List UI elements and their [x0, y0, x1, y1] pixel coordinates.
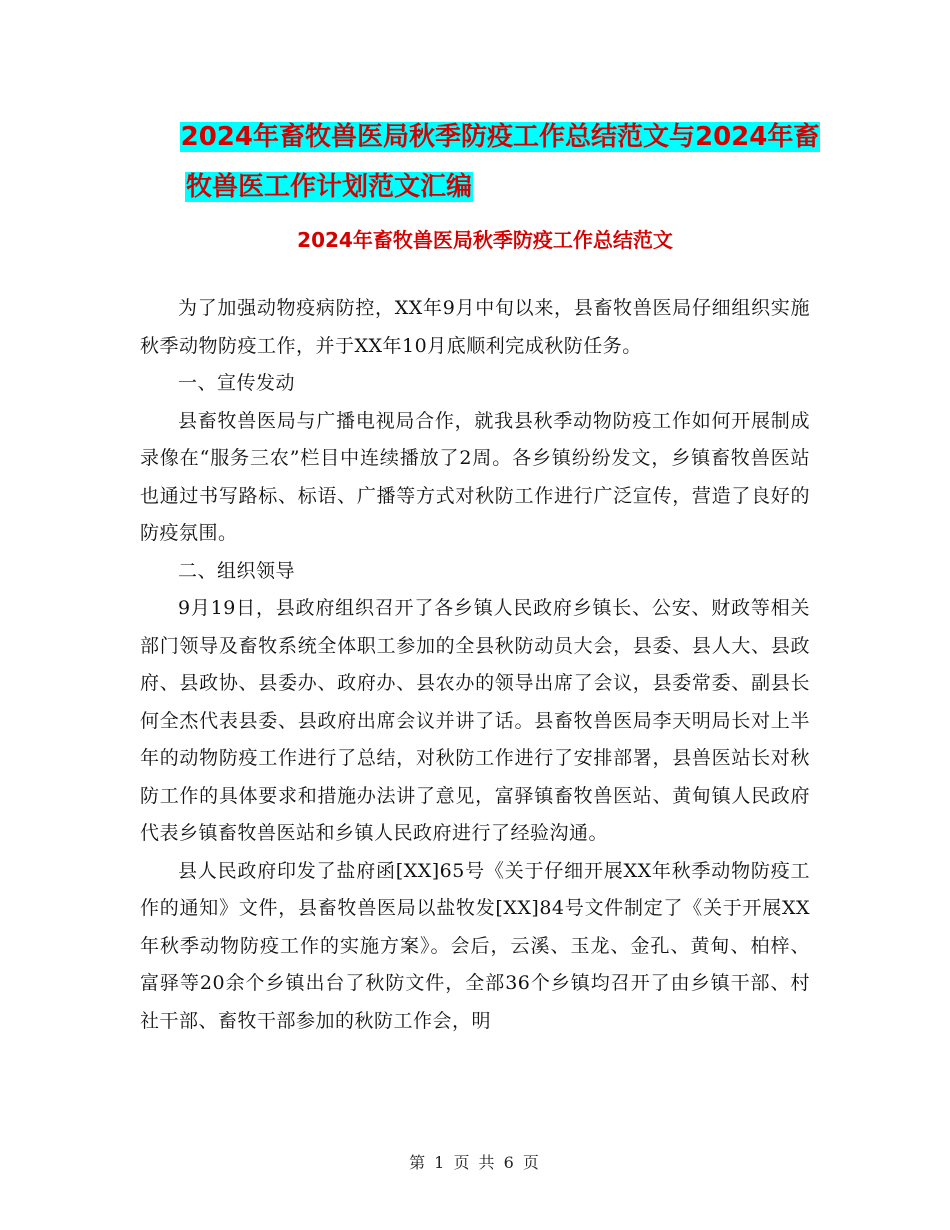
document-title: [100, 112, 900, 212]
document-title-line-1: [100, 112, 900, 162]
paragraph-documents: 县人民政府印发了盐府函[XX]65号《关于仔细开展XX年秋季动物防疫工作的通知》文件，县畜牧兽医局以盐牧发[XX]84号文件制定了《关于开展XX年秋季动物防疫工作的实施方案》。会后，云溪、玉龙、金孔、黄甸、柏梓、富驿等20余个乡镇出台了秋防文件，全部36个乡镇均召开了由乡镇干部、村社干部、畜牧干部参加的秋防工作会，明: [140, 859, 810, 1032]
heading-organization: 二、组织领导: [178, 559, 296, 582]
title-highlight-1: 2024年畜牧兽医局秋季防疫工作总结范文与2024年畜: [180, 122, 820, 152]
title-highlight-2: 牧兽医工作计划范文汇编: [186, 172, 473, 202]
section-title: 2024年畜牧兽医局秋季防疫工作总结范文: [297, 228, 673, 252]
page-number-footer: 第 1 页 共 6 页: [409, 1153, 541, 1172]
paragraph-organization: 9月19日，县政府组织召开了各乡镇人民政府乡镇长、公安、财政等相关部门领导及畜牧系统全体职工参加的全县秋防动员大会，县委、县人大、县政府、县政协、县委办、政府办、县农办的领导出席了会议，县委常委、副县长何全杰代表县委、县政府出席会议并讲了话。县畜牧兽医局李天明局长对上半年的动物防疫工作进行了总结，对秋防工作进行了安排部署，县兽医站长对秋防工作的具体要求和措施办法讲了意见，富驿镇畜牧兽医站、黄甸镇人民政府代表乡镇畜牧兽医站和乡镇人民政府进行了经验沟通。: [140, 597, 810, 844]
document-title-line-2: [100, 162, 900, 212]
heading-publicity: 一、宣传发动: [178, 372, 296, 394]
paragraph-intro: 为了加强动物疫病防控，XX年9月中旬以来，县畜牧兽医局仔细组织实施秋季动物防疫工作，并于XX年10月底顺利完成秋防任务。: [140, 297, 810, 357]
body-text: [140, 290, 810, 1040]
paragraph-publicity: 县畜牧兽医局与广播电视局合作，就我县秋季动物防疫工作如何开展制成录像在“服务三农”栏目中连续播放了2周。各乡镇纷纷发文，乡镇畜牧兽医站也通过书写路标、标语、广播等方式对秋防工作进行广泛宣传，营造了良好的防疫氛围。: [140, 409, 810, 544]
